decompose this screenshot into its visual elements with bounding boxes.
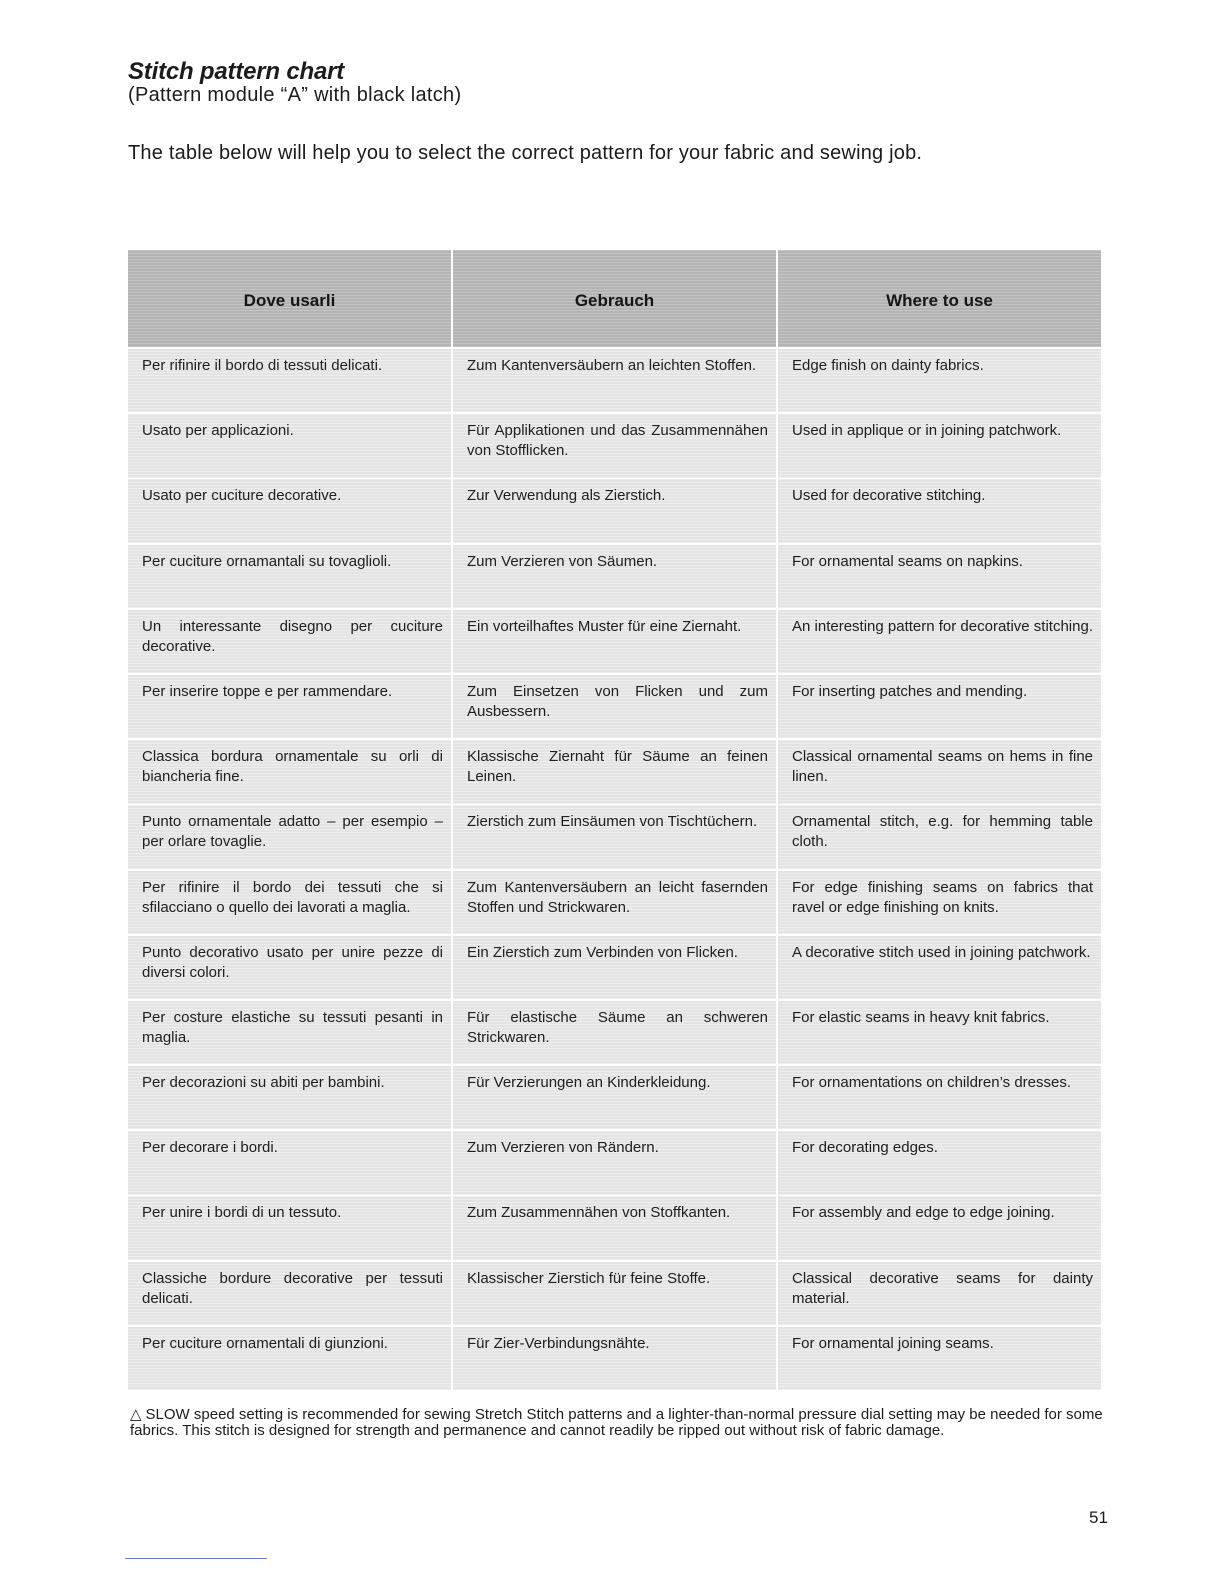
cell-english: A decorative stitch used in joining patchwork. xyxy=(778,936,1101,999)
cell-english: Ornamental stitch, e.g. for hemming table cloth. xyxy=(778,805,1101,868)
cell-german: Zur Verwendung als Zierstich. xyxy=(453,479,776,542)
cell-german: Klassische Ziernaht für Säume an feinen Leinen. xyxy=(453,740,776,803)
cell-german: Zierstich zum Einsäumen von Tischtüchern. xyxy=(453,805,776,868)
cell-italian: Usato per applicazioni. xyxy=(128,414,451,477)
footnote-text: SLOW speed setting is recommended for sewing Stretch Stitch patterns and a lighter-than-normal pressure dial setting may be needed for some fabrics. This stitch is designed for strength and permanence and cannot readily be ripped out without risk of fabric damage. xyxy=(130,1406,1103,1439)
cell-italian: Usato per cuciture decorative. xyxy=(128,479,451,542)
cell-german: Zum Verzieren von Rändern. xyxy=(453,1131,776,1194)
cell-english: For inserting patches and mending. xyxy=(778,675,1101,738)
cell-german: Für Applikationen und das Zusammennähen von Stofflicken. xyxy=(453,414,776,477)
cell-italian: Punto ornamentale adatto – per esempio – per orlare tovaglie. xyxy=(128,805,451,868)
cell-german: Ein vorteilhaftes Muster für eine Ziernaht. xyxy=(453,610,776,673)
cell-english: For ornamental joining seams. xyxy=(778,1327,1101,1390)
table-row xyxy=(128,1196,1101,1259)
triangle-icon: △ xyxy=(130,1406,142,1423)
page-number: 51 xyxy=(1089,1508,1108,1527)
cell-german: Zum Kantenversäubern an leicht fasernden Stoffen und Strickwaren. xyxy=(453,871,776,934)
cell-english: Edge finish on dainty fabrics. xyxy=(778,349,1101,412)
cell-english: Classical decorative seams for dainty material. xyxy=(778,1262,1101,1325)
table-row xyxy=(128,1001,1101,1064)
cell-german: Für elastische Säume an schweren Strickwaren. xyxy=(453,1001,776,1064)
cell-german: Zum Zusammennähen von Stoffkanten. xyxy=(453,1196,776,1259)
cell-italian: Per rifinire il bordo dei tessuti che si sfilacciano o quello dei lavorati a maglia. xyxy=(128,871,451,934)
page-subtitle: (Pattern module “A” with black latch) xyxy=(128,84,462,106)
table-row xyxy=(128,1066,1101,1129)
table-row xyxy=(128,805,1101,868)
cell-italian: Classiche bordure decorative per tessuti delicati. xyxy=(128,1262,451,1325)
cell-german: Ein Zierstich zum Verbinden von Flicken. xyxy=(453,936,776,999)
cell-italian: Classica bordura ornamentale su orli di biancheria fine. xyxy=(128,740,451,803)
column-header-english: Where to use xyxy=(778,250,1101,347)
cell-english: For edge finishing seams on fabrics that ravel or edge finishing on knits. xyxy=(778,871,1101,934)
cell-english: For ornamentations on children’s dresses. xyxy=(778,1066,1101,1129)
cell-english: Used in applique or in joining patchwork. xyxy=(778,414,1101,477)
table-row xyxy=(128,414,1101,477)
cell-italian: Per inserire toppe e per rammendare. xyxy=(128,675,451,738)
cell-english: Classical ornamental seams on hems in fine linen. xyxy=(778,740,1101,803)
table-row xyxy=(128,1131,1101,1194)
cell-italian: Per decorazioni su abiti per bambini. xyxy=(128,1066,451,1129)
cell-german: Für Verzierungen an Kinderkleidung. xyxy=(453,1066,776,1129)
cell-german: Zum Verzieren von Säumen. xyxy=(453,545,776,608)
cell-italian: Punto decorativo usato per unire pezze di diversi colori. xyxy=(128,936,451,999)
cell-english: Used for decorative stitching. xyxy=(778,479,1101,542)
cell-italian: Per rifinire il bordo di tessuti delicati. xyxy=(128,349,451,412)
table-header xyxy=(128,250,1101,347)
page-title: Stitch pattern chart xyxy=(128,58,345,85)
stitch-pattern-table xyxy=(128,250,1101,1392)
table-row xyxy=(128,675,1101,738)
table-row xyxy=(128,349,1101,412)
table-row xyxy=(128,610,1101,673)
cell-english: For assembly and edge to edge joining. xyxy=(778,1196,1101,1259)
table-body xyxy=(128,349,1101,1390)
cell-english: An interesting pattern for decorative stitching. xyxy=(778,610,1101,673)
footnote xyxy=(130,1407,1112,1439)
cell-german: Für Zier-Verbindungsnähte. xyxy=(453,1327,776,1390)
cell-italian: Un interessante disegno per cuciture decorative. xyxy=(128,610,451,673)
cell-italian: Per cuciture ornamantali su tovaglioli. xyxy=(128,545,451,608)
table-row xyxy=(128,740,1101,803)
cell-english: For elastic seams in heavy knit fabrics. xyxy=(778,1001,1101,1064)
cell-italian: Per unire i bordi di un tessuto. xyxy=(128,1196,451,1259)
table-row xyxy=(128,545,1101,608)
cell-english: For ornamental seams on napkins. xyxy=(778,545,1101,608)
table-row xyxy=(128,1327,1101,1390)
divider xyxy=(125,1558,267,1559)
cell-italian: Per costure elastiche su tessuti pesanti in maglia. xyxy=(128,1001,451,1064)
column-header-italian: Dove usarli xyxy=(128,250,451,347)
column-header-german: Gebrauch xyxy=(453,250,776,347)
cell-english: For decorating edges. xyxy=(778,1131,1101,1194)
cell-german: Zum Kantenversäubern an leichten Stoffen. xyxy=(453,349,776,412)
cell-german: Klassischer Zierstich für feine Stoffe. xyxy=(453,1262,776,1325)
table-row xyxy=(128,479,1101,542)
cell-italian: Per decorare i bordi. xyxy=(128,1131,451,1194)
cell-german: Zum Einsetzen von Flicken und zum Ausbessern. xyxy=(453,675,776,738)
cell-italian: Per cuciture ornamentali di giunzioni. xyxy=(128,1327,451,1390)
intro-text: The table below will help you to select the correct pattern for your fabric and sewing job. xyxy=(128,142,923,164)
table-row xyxy=(128,1262,1101,1325)
table-row xyxy=(128,936,1101,999)
table-row xyxy=(128,871,1101,934)
